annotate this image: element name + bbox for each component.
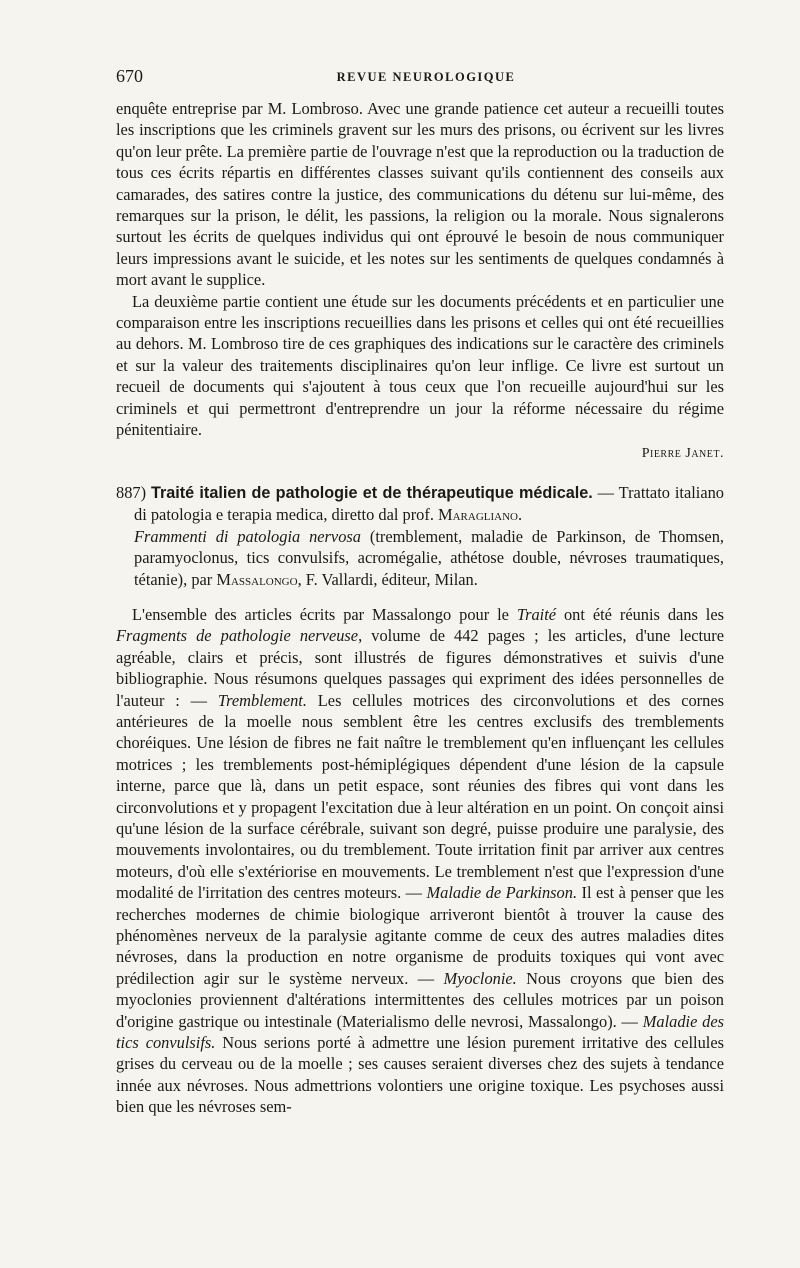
- review-italic-fragments: Fragments de pathologie nerveuse: [116, 626, 359, 646]
- page-header: [116, 66, 736, 90]
- bibliographic-entry: [116, 482, 724, 590]
- section-tics: Maladie des tics convulsifs.: [116, 1011, 724, 1053]
- section-tremblement: Tremblement.: [217, 690, 307, 710]
- signature-first-name: Pierre: [641, 445, 682, 461]
- signature: [116, 443, 724, 464]
- review-text-4: Les cellules motrices des circonvolutions et des cornes antérieures de la moelle nous semblent être les centres exclusifs des tremblements choréiques. Une lésion de fibres ne fait naître le tremblement qu'en influençant les cellules motrices ; les tremblements post-hémiplégiques dépendent d'une lésion de la capsule interne, parce que là, dans un petit espace, sont réunies des fibres qui vont dans les circonvolutions et y propagent l'excitation due à leur altération en un point. On conçoit ainsi qu'une lésion de la surface cérébrale, suivant son degré, puisse produire une paralysie, des mouvements involontaires, ou du tremblement. Toute irritation finit par arriver aux centres moteurs, d'où elle s'extériorise en mouvements. Le tremblement n'est que l'expression d'une modalité de l'irritation des centres moteurs. —: [116, 690, 724, 903]
- review-paragraph-2: La deuxième partie contient une étude sur les documents précédents et en particulier une comparaison entre les inscriptions recueillies dans les prisons et celles qui ont été recueillies au dehors. M. Lombroso tire de ces graphiques des indications sur le caractère des criminels et sur la valeur des traitements disciplinaires qu'on leur inflige. Ce livre est surtout un recueil de documents qui s'ajoutent à tous ceux que l'on recueille aujourd'hui sur les criminels et qui permettront d'entreprendre un jour la réforme nécessaire du régime pénitentiaire.: [116, 291, 724, 440]
- review-text-2: ont été réunis dans les: [556, 604, 724, 624]
- entry-title: Traité italien de pathologie et de thérapeutique médicale.: [150, 483, 593, 502]
- entry-italian-title: — Trattato italiano di patologia e terapia medica, diretto dal prof.: [134, 482, 725, 525]
- entry-contents: (tremblement, maladie de Parkinson, de Thomsen, paramyoclonus, tics convulsifs, acromégalie, athétose double, névroses traumatiques, tétanie), par: [134, 526, 724, 589]
- running-head: REVUE NEUROLOGIQUE: [336, 70, 516, 84]
- review-text-5: Il est à penser que les recherches modernes de chimie biologique arriveront bientôt à trouver la cause des phénomènes nerveux de la paralysie agitante comme de ceux des autres maladies dites névroses, dans la production en notre organisme de produits toxiques qui vont avec prédilection agir sur le système nerveux. —: [116, 883, 725, 988]
- review-paragraph-3: [116, 604, 724, 1118]
- review-text-1: L'ensemble des articles écrits par Massalongo pour le: [132, 604, 517, 624]
- entry-number: 887): [116, 482, 147, 502]
- entry-author: Massalongo: [216, 569, 298, 589]
- body-text: [116, 98, 724, 1118]
- review-italic-traite: Traité: [516, 604, 557, 624]
- page-number: 670: [116, 66, 143, 86]
- review-paragraph-1: enquête entreprise par M. Lombroso. Avec une grande patience cet auteur a recueilli toutes les inscriptions que les criminels gravent sur les murs des prisons, ou écrivent sur les livres qu'on leur prête. La première partie de l'ouvrage n'est que la reproduction ou la traduction de tous ces écrits répartis en différentes classes suivant qu'ils contiennent des conseils aux camarades, des satires contre la justice, des communications du détenu sur lui-même, des remarques sur la prison, le délit, les passions, la religion ou la morale. Nous signalerons surtout les écrits de quelques individus qui ont éprouvé le besoin de nous communiquer leurs impressions avant le suicide, et les notes sur les sentiments de quelques condamnés à mort avant le supplice.: [116, 99, 724, 290]
- review-text-3: , volume de 442 pages ; les articles, d'une lecture agréable, clairs et précis, sont illustrés de figures démonstratives et suivis d'une bibliographie. Nous résumons quelques passages qui expriment des idées personnelles de l'auteur : —: [116, 626, 724, 710]
- entry-subtitle: Frammenti di patologia nervosa: [134, 526, 361, 546]
- entry-publisher: , F. Vallardi, éditeur, Milan.: [297, 569, 478, 589]
- signature-last-name: Janet.: [685, 445, 724, 461]
- review-text-7: Nous serions porté à admettre une lésion purement irritative des cellules grises du cerveau ou de la moelle ; ses causes seraient diverses chez des sujets à tendance innée aux névroses. Nous admettrions volontiers une origine toxique. Les psychoses aussi bien que les névroses sem-: [116, 1033, 724, 1117]
- section-myoclonie: Myoclonie.: [443, 968, 517, 988]
- section-parkinson: Maladie de Parkinson.: [426, 883, 578, 903]
- review-text-6: Nous croyons que bien des myoclonies proviennent d'altérations intermittentes des cellules motrices par un poison d'origine gastrique ou intestinale (Materialismo delle nevrosi, Massalongo). —: [116, 968, 724, 1031]
- entry-director: Maragliano.: [438, 505, 523, 525]
